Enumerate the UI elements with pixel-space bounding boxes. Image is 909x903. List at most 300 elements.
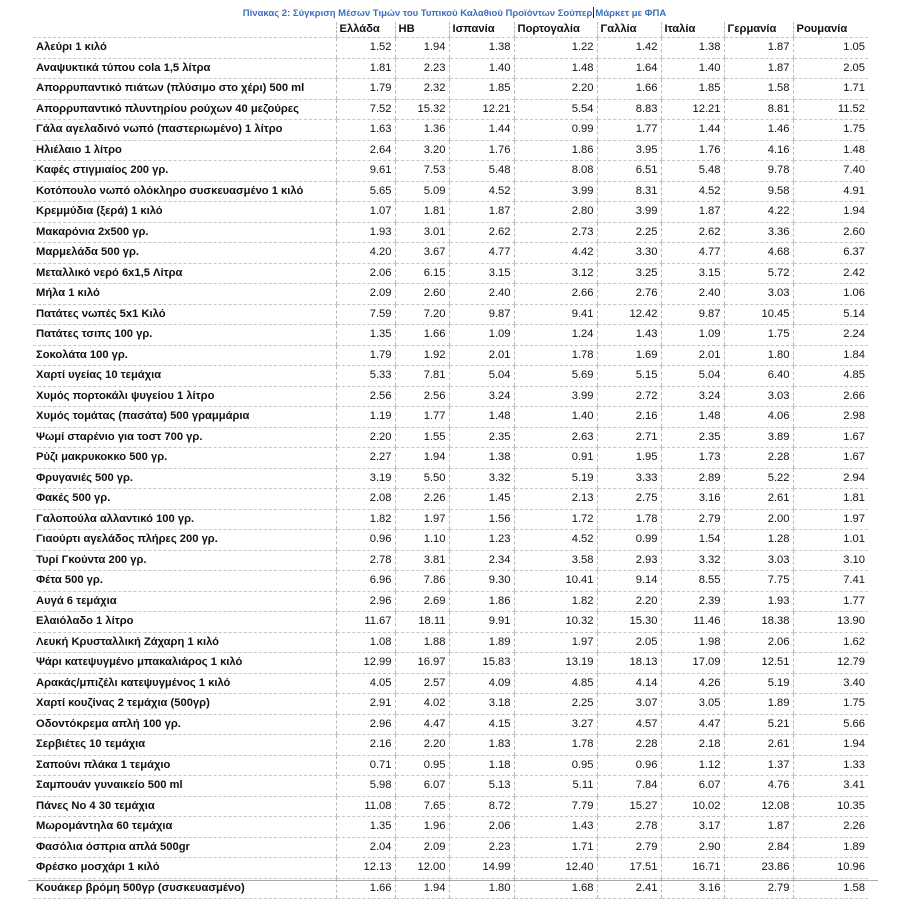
price-cell: 1.86 xyxy=(449,591,514,612)
price-cell: 1.63 xyxy=(336,120,395,141)
table-row xyxy=(33,325,868,346)
price-cell: 5.72 xyxy=(724,263,793,284)
price-cell: 0.96 xyxy=(597,755,661,776)
product-name-cell: Πατάτες τσιπς 100 γρ. xyxy=(33,325,336,346)
table-body xyxy=(33,38,868,899)
price-cell: 2.26 xyxy=(793,817,868,838)
price-cell: 16.97 xyxy=(395,653,449,674)
price-cell: 15.32 xyxy=(395,99,449,120)
price-cell: 10.45 xyxy=(724,304,793,325)
price-cell: 8.31 xyxy=(597,181,661,202)
price-cell: 1.77 xyxy=(793,591,868,612)
price-cell: 1.89 xyxy=(793,837,868,858)
product-name-cell: Ψάρι κατεψυγμένο μπακαλιάρος 1 κιλό xyxy=(33,653,336,674)
price-cell: 1.85 xyxy=(661,79,724,100)
price-cell: 1.78 xyxy=(514,345,597,366)
price-cell: 1.22 xyxy=(514,38,597,59)
price-cell: 3.33 xyxy=(597,468,661,489)
product-name-cell: Οδοντόκρεμα απλή 100 γρ. xyxy=(33,714,336,735)
product-name-cell: Χυμός πορτοκάλι ψυγείου 1 λίτρο xyxy=(33,386,336,407)
price-cell: 0.95 xyxy=(395,755,449,776)
price-cell: 2.78 xyxy=(597,817,661,838)
price-cell: 3.16 xyxy=(661,489,724,510)
price-cell: 0.99 xyxy=(514,120,597,141)
product-name-cell: Χυμός τομάτας (πασάτα) 500 γραμμάρια xyxy=(33,407,336,428)
table-row xyxy=(33,837,868,858)
product-name-cell: Πάνες Νο 4 30 τεμάχια xyxy=(33,796,336,817)
price-cell: 4.47 xyxy=(395,714,449,735)
price-cell: 1.73 xyxy=(661,448,724,469)
price-cell: 0.99 xyxy=(597,530,661,551)
column-header-country: Πορτογαλία xyxy=(514,22,597,38)
price-cell: 5.04 xyxy=(449,366,514,387)
price-cell: 23.86 xyxy=(724,858,793,879)
product-name-cell: Φακές 500 γρ. xyxy=(33,489,336,510)
price-cell: 1.48 xyxy=(793,140,868,161)
price-cell: 10.02 xyxy=(661,796,724,817)
price-cell: 8.81 xyxy=(724,99,793,120)
price-cell: 3.30 xyxy=(597,243,661,264)
price-cell: 5.11 xyxy=(514,776,597,797)
price-cell: 2.94 xyxy=(793,468,868,489)
bottom-rule xyxy=(28,880,878,881)
price-cell: 4.85 xyxy=(514,673,597,694)
table-row xyxy=(33,878,868,899)
column-header-country: Ρουμανία xyxy=(793,22,868,38)
column-header-country: Γαλλία xyxy=(597,22,661,38)
table-row xyxy=(33,386,868,407)
price-cell: 1.97 xyxy=(395,509,449,530)
price-cell: 1.94 xyxy=(793,202,868,223)
price-cell: 5.48 xyxy=(661,161,724,182)
price-cell: 1.76 xyxy=(449,140,514,161)
product-name-cell: Αλεύρι 1 κιλό xyxy=(33,38,336,59)
price-cell: 2.09 xyxy=(395,837,449,858)
price-cell: 4.57 xyxy=(597,714,661,735)
product-name-cell: Απορρυπαντικό πλυντηρίου ρούχων 40 μεζούρες xyxy=(33,99,336,120)
price-cell: 5.13 xyxy=(449,776,514,797)
price-cell: 3.18 xyxy=(449,694,514,715)
price-cell: 3.03 xyxy=(724,550,793,571)
table-row xyxy=(33,796,868,817)
price-cell: 2.79 xyxy=(597,837,661,858)
price-cell: 3.03 xyxy=(724,284,793,305)
price-cell: 1.78 xyxy=(514,735,597,756)
table-row xyxy=(33,550,868,571)
price-cell: 12.21 xyxy=(661,99,724,120)
price-cell: 3.03 xyxy=(724,386,793,407)
table-row xyxy=(33,509,868,530)
price-cell: 10.35 xyxy=(793,796,868,817)
price-cell: 4.22 xyxy=(724,202,793,223)
price-cell: 1.46 xyxy=(724,120,793,141)
price-cell: 10.41 xyxy=(514,571,597,592)
price-cell: 3.36 xyxy=(724,222,793,243)
price-cell: 12.13 xyxy=(336,858,395,879)
price-cell: 4.91 xyxy=(793,181,868,202)
price-cell: 2.00 xyxy=(724,509,793,530)
product-name-cell: Λευκή Κρυσταλλική Ζάχαρη 1 κιλό xyxy=(33,632,336,653)
price-cell: 5.09 xyxy=(395,181,449,202)
price-cell: 1.12 xyxy=(661,755,724,776)
price-cell: 5.19 xyxy=(514,468,597,489)
table-row xyxy=(33,120,868,141)
table-row xyxy=(33,366,868,387)
price-cell: 1.80 xyxy=(449,878,514,899)
price-cell: 4.15 xyxy=(449,714,514,735)
price-cell: 2.24 xyxy=(793,325,868,346)
price-cell: 4.68 xyxy=(724,243,793,264)
price-cell: 3.17 xyxy=(661,817,724,838)
product-name-cell: Μακαρόνια 2x500 γρ. xyxy=(33,222,336,243)
table-row xyxy=(33,591,868,612)
price-comparison-table xyxy=(33,22,868,899)
price-cell: 8.72 xyxy=(449,796,514,817)
product-name-cell: Πατάτες νωπές 5x1 Κιλό xyxy=(33,304,336,325)
table-row xyxy=(33,653,868,674)
price-cell: 4.14 xyxy=(597,673,661,694)
price-cell: 2.42 xyxy=(793,263,868,284)
price-cell: 1.09 xyxy=(449,325,514,346)
price-cell: 7.59 xyxy=(336,304,395,325)
price-cell: 6.51 xyxy=(597,161,661,182)
price-cell: 3.58 xyxy=(514,550,597,571)
price-cell: 0.71 xyxy=(336,755,395,776)
price-cell: 2.60 xyxy=(395,284,449,305)
price-cell: 1.67 xyxy=(793,427,868,448)
price-cell: 4.85 xyxy=(793,366,868,387)
price-cell: 5.50 xyxy=(395,468,449,489)
price-cell: 2.61 xyxy=(724,489,793,510)
price-cell: 1.77 xyxy=(597,120,661,141)
price-cell: 17.09 xyxy=(661,653,724,674)
price-cell: 3.16 xyxy=(661,878,724,899)
price-cell: 3.32 xyxy=(661,550,724,571)
table-row xyxy=(33,612,868,633)
price-cell: 18.11 xyxy=(395,612,449,633)
product-name-cell: Φέτα 500 γρ. xyxy=(33,571,336,592)
price-cell: 1.28 xyxy=(724,530,793,551)
table-row xyxy=(33,714,868,735)
price-cell: 2.16 xyxy=(336,735,395,756)
price-cell: 12.08 xyxy=(724,796,793,817)
table-row xyxy=(33,284,868,305)
product-name-cell: Μωρομάντηλα 60 τεμάχια xyxy=(33,817,336,838)
column-header-country: Ισπανία xyxy=(449,22,514,38)
price-cell: 1.23 xyxy=(449,530,514,551)
column-header-country: Ιταλία xyxy=(661,22,724,38)
product-name-cell: Ψωμί σταρένιο για τοστ 700 γρ. xyxy=(33,427,336,448)
table-row xyxy=(33,571,868,592)
price-cell: 1.38 xyxy=(449,448,514,469)
price-cell: 1.40 xyxy=(514,407,597,428)
price-cell: 4.42 xyxy=(514,243,597,264)
price-cell: 3.07 xyxy=(597,694,661,715)
table-row xyxy=(33,79,868,100)
price-cell: 9.58 xyxy=(724,181,793,202)
price-cell: 3.99 xyxy=(597,202,661,223)
price-cell: 5.19 xyxy=(724,673,793,694)
column-header-country: Γερμανία xyxy=(724,22,793,38)
price-cell: 1.82 xyxy=(336,509,395,530)
price-cell: 2.05 xyxy=(597,632,661,653)
price-cell: 2.35 xyxy=(449,427,514,448)
table-row xyxy=(33,222,868,243)
price-cell: 1.35 xyxy=(336,817,395,838)
price-cell: 12.40 xyxy=(514,858,597,879)
table-row xyxy=(33,817,868,838)
product-name-cell: Ελαιόλαδο 1 λίτρο xyxy=(33,612,336,633)
price-cell: 3.10 xyxy=(793,550,868,571)
price-cell: 1.67 xyxy=(793,448,868,469)
product-name-cell: Φρέσκο μοσχάρι 1 κιλό xyxy=(33,858,336,879)
price-cell: 3.01 xyxy=(395,222,449,243)
price-cell: 1.48 xyxy=(514,58,597,79)
price-cell: 12.42 xyxy=(597,304,661,325)
price-cell: 9.41 xyxy=(514,304,597,325)
price-cell: 1.87 xyxy=(661,202,724,223)
price-cell: 1.89 xyxy=(724,694,793,715)
price-cell: 3.32 xyxy=(449,468,514,489)
price-cell: 3.24 xyxy=(661,386,724,407)
table-row xyxy=(33,407,868,428)
price-cell: 4.02 xyxy=(395,694,449,715)
price-cell: 2.28 xyxy=(724,448,793,469)
price-cell: 10.96 xyxy=(793,858,868,879)
product-name-cell: Μήλα 1 κιλό xyxy=(33,284,336,305)
price-cell: 4.77 xyxy=(449,243,514,264)
price-cell: 1.75 xyxy=(793,120,868,141)
price-cell: 1.24 xyxy=(514,325,597,346)
price-cell: 4.77 xyxy=(661,243,724,264)
price-cell: 1.97 xyxy=(793,509,868,530)
price-cell: 1.93 xyxy=(336,222,395,243)
price-cell: 6.40 xyxy=(724,366,793,387)
price-cell: 7.79 xyxy=(514,796,597,817)
table-row xyxy=(33,243,868,264)
price-cell: 2.01 xyxy=(661,345,724,366)
price-cell: 1.89 xyxy=(449,632,514,653)
price-cell: 13.19 xyxy=(514,653,597,674)
price-cell: 1.62 xyxy=(793,632,868,653)
price-cell: 2.23 xyxy=(449,837,514,858)
table-row xyxy=(33,58,868,79)
price-cell: 2.26 xyxy=(395,489,449,510)
price-cell: 3.27 xyxy=(514,714,597,735)
price-cell: 7.20 xyxy=(395,304,449,325)
price-cell: 2.61 xyxy=(724,735,793,756)
price-cell: 1.79 xyxy=(336,345,395,366)
product-name-cell: Κουάκερ βρόμη 500γρ (συσκευασμένο) xyxy=(33,878,336,899)
price-cell: 8.83 xyxy=(597,99,661,120)
table-row xyxy=(33,304,868,325)
price-cell: 2.40 xyxy=(661,284,724,305)
price-cell: 1.43 xyxy=(597,325,661,346)
price-cell: 2.08 xyxy=(336,489,395,510)
product-name-cell: Ρύζι μακρυκοκκο 500 γρ. xyxy=(33,448,336,469)
price-cell: 5.22 xyxy=(724,468,793,489)
price-cell: 5.54 xyxy=(514,99,597,120)
price-cell: 3.19 xyxy=(336,468,395,489)
price-cell: 4.52 xyxy=(661,181,724,202)
price-cell: 8.55 xyxy=(661,571,724,592)
table-row xyxy=(33,181,868,202)
price-cell: 1.43 xyxy=(514,817,597,838)
price-cell: 2.25 xyxy=(597,222,661,243)
price-cell: 4.76 xyxy=(724,776,793,797)
price-cell: 1.80 xyxy=(724,345,793,366)
column-header-country: ΗΒ xyxy=(395,22,449,38)
price-cell: 6.37 xyxy=(793,243,868,264)
price-cell: 2.98 xyxy=(793,407,868,428)
price-cell: 2.18 xyxy=(661,735,724,756)
price-cell: 2.71 xyxy=(597,427,661,448)
product-name-cell: Χαρτί υγείας 10 τεμάχια xyxy=(33,366,336,387)
price-cell: 5.04 xyxy=(661,366,724,387)
price-cell: 1.72 xyxy=(514,509,597,530)
price-cell: 1.54 xyxy=(661,530,724,551)
price-cell: 1.87 xyxy=(449,202,514,223)
price-cell: 2.13 xyxy=(514,489,597,510)
price-cell: 2.06 xyxy=(449,817,514,838)
price-cell: 2.57 xyxy=(395,673,449,694)
price-cell: 1.08 xyxy=(336,632,395,653)
price-cell: 2.04 xyxy=(336,837,395,858)
price-cell: 11.46 xyxy=(661,612,724,633)
price-cell: 1.98 xyxy=(661,632,724,653)
price-cell: 9.14 xyxy=(597,571,661,592)
price-cell: 1.48 xyxy=(449,407,514,428)
column-header-country: Ελλάδα xyxy=(336,22,395,38)
price-cell: 1.58 xyxy=(724,79,793,100)
price-cell: 12.79 xyxy=(793,653,868,674)
product-name-cell: Απορρυπαντικό πιάτων (πλύσιμο στο χέρι) 500 ml xyxy=(33,79,336,100)
product-name-cell: Σοκολάτα 100 γρ. xyxy=(33,345,336,366)
price-cell: 2.96 xyxy=(336,714,395,735)
table-row xyxy=(33,776,868,797)
price-cell: 1.33 xyxy=(793,755,868,776)
table-row xyxy=(33,694,868,715)
price-cell: 3.81 xyxy=(395,550,449,571)
price-cell: 2.69 xyxy=(395,591,449,612)
price-cell: 1.05 xyxy=(793,38,868,59)
price-cell: 2.62 xyxy=(449,222,514,243)
price-cell: 7.86 xyxy=(395,571,449,592)
table-row xyxy=(33,427,868,448)
table-row xyxy=(33,140,868,161)
price-cell: 8.08 xyxy=(514,161,597,182)
price-cell: 7.84 xyxy=(597,776,661,797)
product-name-cell: Μεταλλικό νερό 6x1,5 Λίτρα xyxy=(33,263,336,284)
price-cell: 7.40 xyxy=(793,161,868,182)
price-cell: 1.83 xyxy=(449,735,514,756)
price-cell: 13.90 xyxy=(793,612,868,633)
price-cell: 1.86 xyxy=(514,140,597,161)
price-cell: 1.87 xyxy=(724,817,793,838)
price-cell: 2.66 xyxy=(793,386,868,407)
caption-text-end: Μάρκετ με ΦΠΑ xyxy=(595,8,667,19)
table-row xyxy=(33,755,868,776)
price-cell: 9.30 xyxy=(449,571,514,592)
price-cell: 7.53 xyxy=(395,161,449,182)
price-cell: 2.90 xyxy=(661,837,724,858)
price-cell: 2.89 xyxy=(661,468,724,489)
price-cell: 5.98 xyxy=(336,776,395,797)
price-cell: 9.87 xyxy=(449,304,514,325)
price-cell: 6.07 xyxy=(395,776,449,797)
price-cell: 2.72 xyxy=(597,386,661,407)
price-cell: 4.05 xyxy=(336,673,395,694)
price-cell: 2.20 xyxy=(395,735,449,756)
price-cell: 2.28 xyxy=(597,735,661,756)
price-cell: 1.77 xyxy=(395,407,449,428)
price-cell: 2.27 xyxy=(336,448,395,469)
price-cell: 1.56 xyxy=(449,509,514,530)
price-cell: 1.66 xyxy=(597,79,661,100)
table-row xyxy=(33,38,868,59)
price-cell: 1.75 xyxy=(793,694,868,715)
price-cell: 2.64 xyxy=(336,140,395,161)
price-cell: 1.38 xyxy=(661,38,724,59)
price-cell: 12.51 xyxy=(724,653,793,674)
product-name-cell: Κοτόπουλο νωπό ολόκληρο συσκευασμένο 1 κιλό xyxy=(33,181,336,202)
price-cell: 5.65 xyxy=(336,181,395,202)
column-header-item xyxy=(33,22,336,38)
table-row xyxy=(33,489,868,510)
price-cell: 1.79 xyxy=(336,79,395,100)
price-cell: 1.94 xyxy=(395,878,449,899)
price-cell: 14.99 xyxy=(449,858,514,879)
price-cell: 11.52 xyxy=(793,99,868,120)
price-cell: 1.40 xyxy=(661,58,724,79)
price-cell: 3.89 xyxy=(724,427,793,448)
price-cell: 9.61 xyxy=(336,161,395,182)
price-cell: 1.55 xyxy=(395,427,449,448)
price-cell: 4.52 xyxy=(449,181,514,202)
price-cell: 3.20 xyxy=(395,140,449,161)
product-name-cell: Χαρτί κουζίνας 2 τεμάχια (500γρ) xyxy=(33,694,336,715)
price-cell: 15.27 xyxy=(597,796,661,817)
price-cell: 9.78 xyxy=(724,161,793,182)
price-cell: 9.87 xyxy=(661,304,724,325)
price-cell: 11.67 xyxy=(336,612,395,633)
price-cell: 1.66 xyxy=(395,325,449,346)
price-cell: 1.97 xyxy=(514,632,597,653)
price-cell: 3.40 xyxy=(793,673,868,694)
header-row xyxy=(33,22,868,38)
product-name-cell: Μαρμελάδα 500 γρ. xyxy=(33,243,336,264)
price-cell: 0.95 xyxy=(514,755,597,776)
price-cell: 5.14 xyxy=(793,304,868,325)
product-name-cell: Φασόλια όσπρια απλά 500gr xyxy=(33,837,336,858)
price-cell: 2.79 xyxy=(661,509,724,530)
price-cell: 1.42 xyxy=(597,38,661,59)
price-cell: 2.41 xyxy=(597,878,661,899)
product-name-cell: Αρακάς/μπιζέλι κατεψυγμένος 1 κιλό xyxy=(33,673,336,694)
price-cell: 1.94 xyxy=(793,735,868,756)
price-cell: 1.69 xyxy=(597,345,661,366)
price-cell: 3.25 xyxy=(597,263,661,284)
product-name-cell: Σερβιέτες 10 τεμάχια xyxy=(33,735,336,756)
price-cell: 3.41 xyxy=(793,776,868,797)
price-cell: 0.91 xyxy=(514,448,597,469)
price-cell: 2.62 xyxy=(661,222,724,243)
price-cell: 4.26 xyxy=(661,673,724,694)
price-cell: 16.71 xyxy=(661,858,724,879)
price-cell: 2.80 xyxy=(514,202,597,223)
price-cell: 3.05 xyxy=(661,694,724,715)
table-row xyxy=(33,161,868,182)
